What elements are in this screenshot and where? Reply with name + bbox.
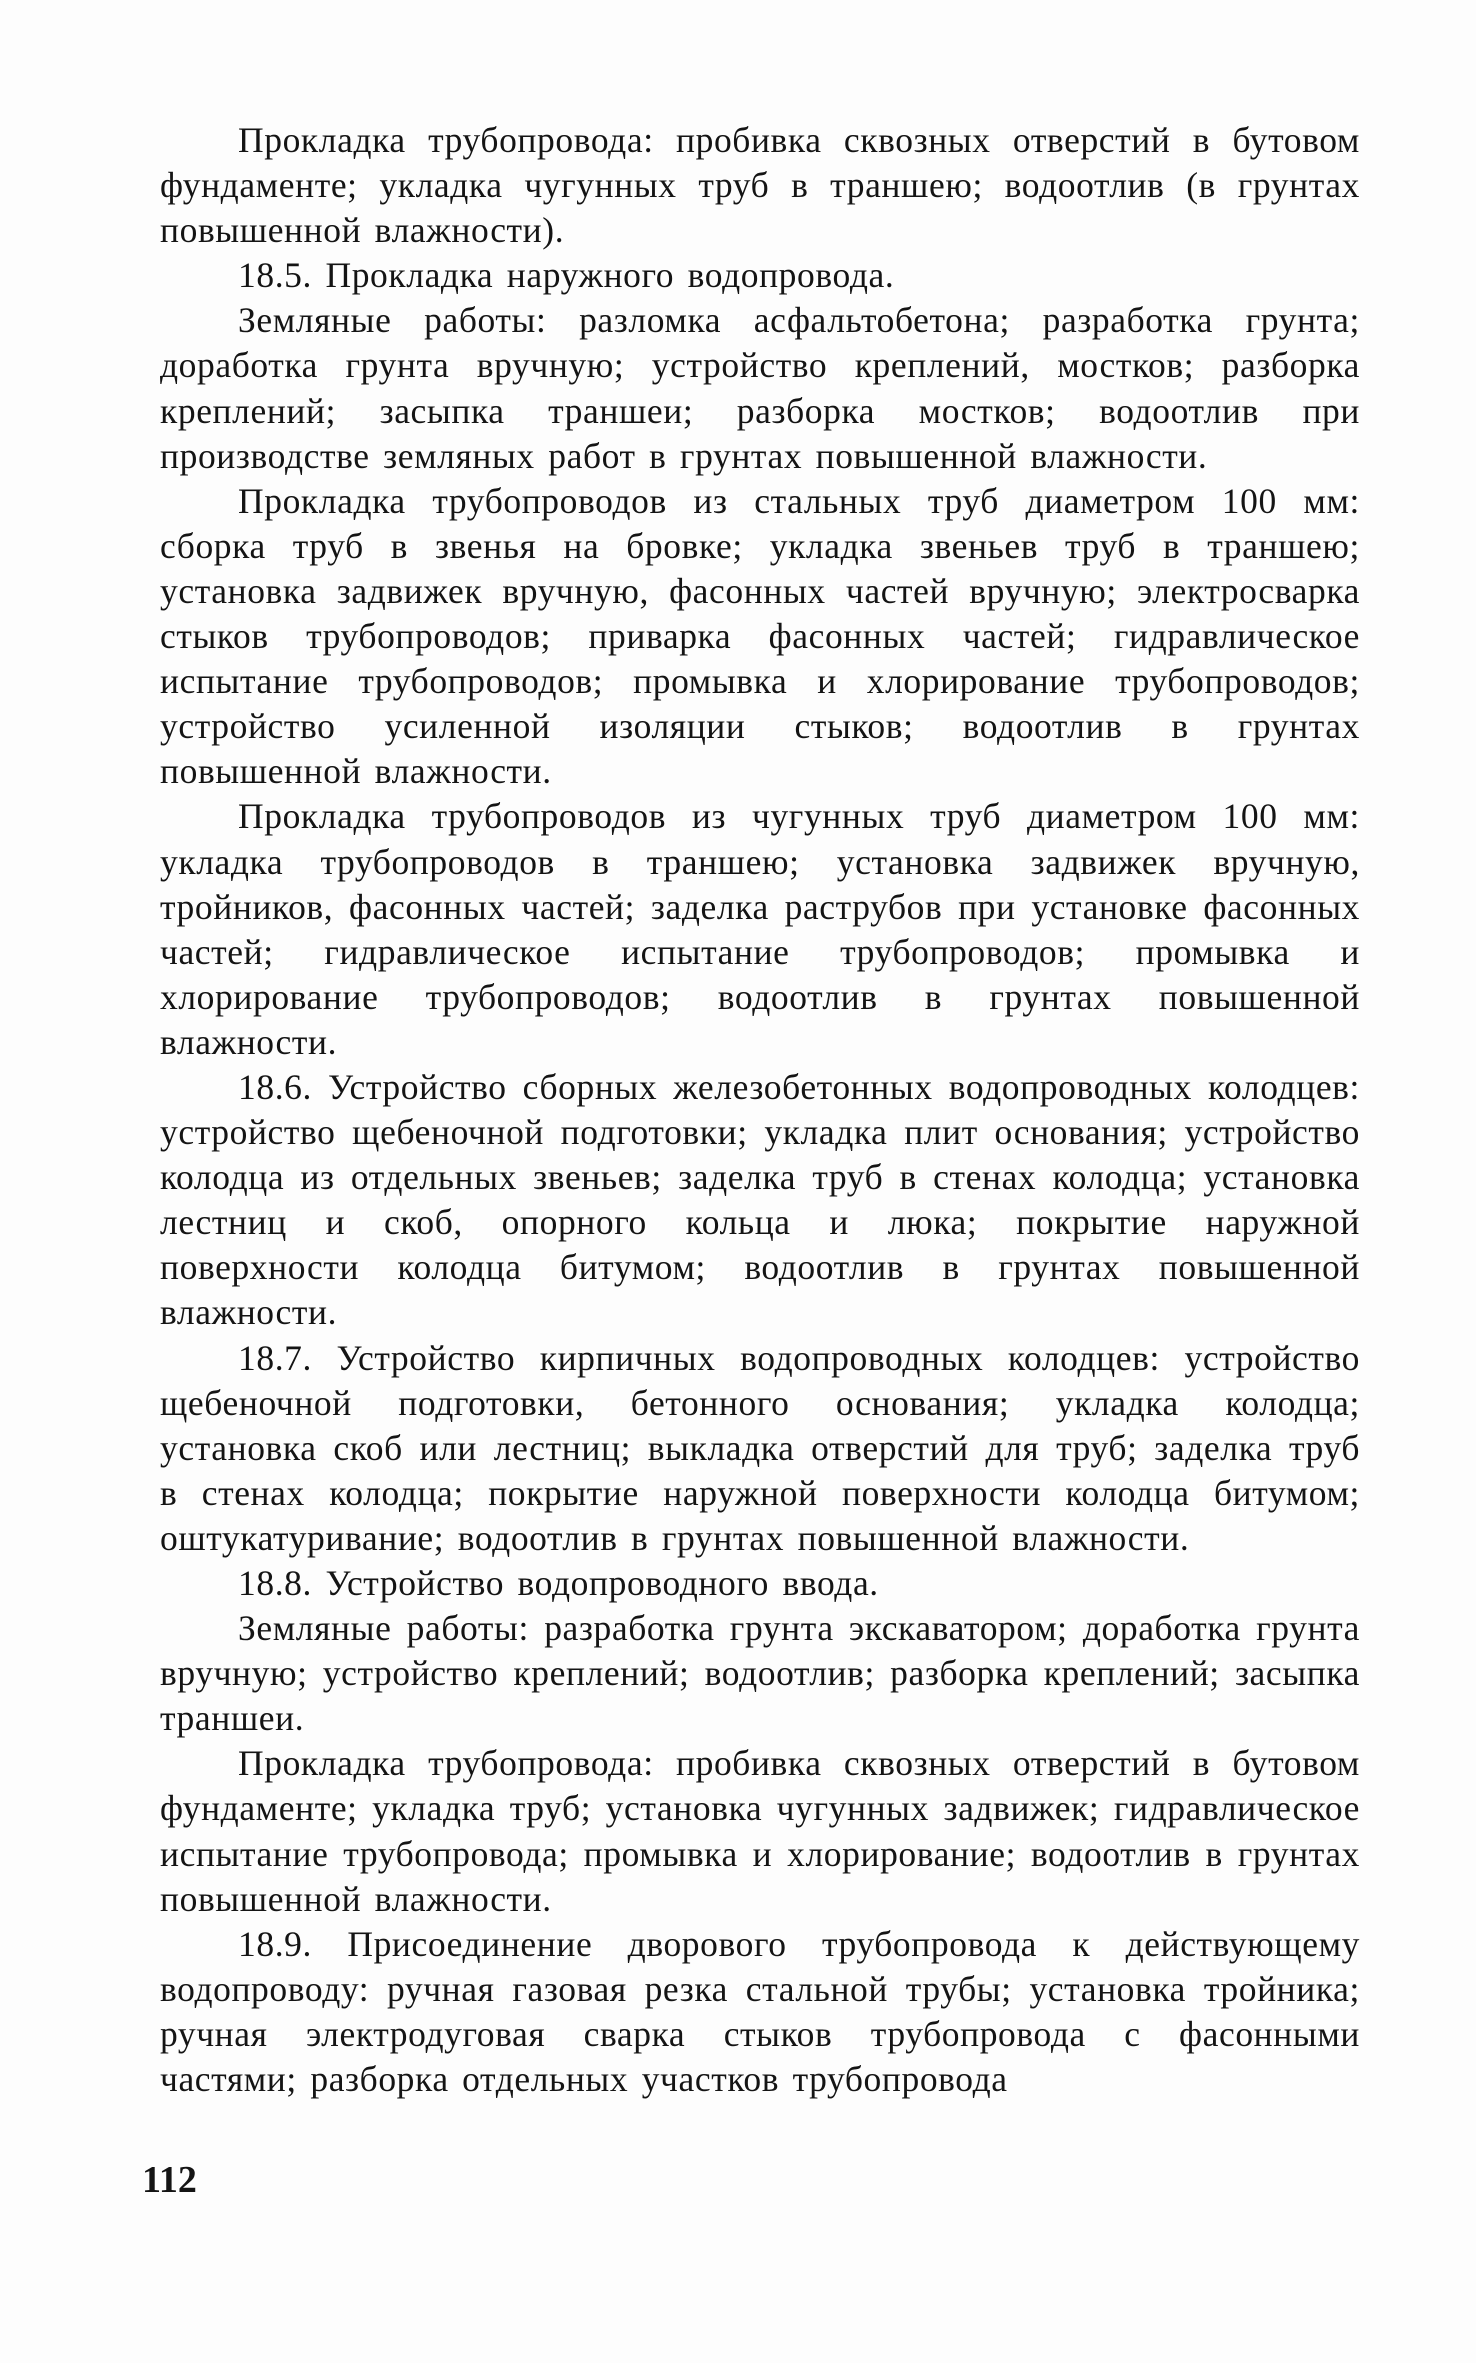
paragraph-18-7: 18.7. Устройство кирпичных водопроводных колодцев: устройство щебеночной подготовки, бетонного основания; укладка колодца; установка скоб или лестниц; выкладка отверстий для труб; заделка труб в стенах колодца; покрытие наружной поверхности колодца битумом; оштукатуривание; водоотлив в грунтах повышенной влажности. (160, 1337, 1360, 1558)
heading-18-5: 18.5. Прокладка наружного водопровода. (238, 255, 895, 296)
page-number: 112 (142, 2159, 197, 2201)
paragraph-cast-iron-pipes: Прокладка трубопроводов из чугунных труб диаметром 100 мм: укладка трубопроводов в траншею; установка задвижек вручную, тройников, фасонных частей; заделка раструбов при установке фасонных частей; гидравлическое испытание трубопроводов; промывка и хлорирование трубопроводов; водоотлив в грунтах повышенной влажности. (160, 796, 1360, 1062)
paragraph-18-6: 18.6. Устройство сборных железобетонных водопроводных колодцев: устройство щебеночной подготовки; укладка плит основания; устройство колодца из отдельных звеньев; заделка труб в стенах колодца; установка лестниц и скоб, опорного кольца и люка; покрытие наружной поверхности колодца битумом; водоотлив в грунтах повышенной влажности. (160, 1066, 1360, 1333)
heading-18-8: 18.8. Устройство водопроводного ввода. (238, 1563, 879, 1603)
paragraph-18-9: 18.9. Присоединение дворового трубопровода к действующему водопроводу: ручная газовая резка стальной трубы; установка тройника; ручная электродуговая сварка стыков трубопровода с фасонными частями; разборка отдельных участков трубопровода (160, 1923, 1360, 2100)
paragraph-steel-pipes: Прокладка трубопроводов из стальных труб диаметром 100 мм: сборка труб в звенья на бровке; укладка звеньев труб в траншею; установка задвижек вручную, фасонных частей вручную; электросварка стыков трубопроводов; приварка фасонных частей; гидравлическое испытание трубопроводов; промывка и хлорирование трубопроводов; устройство усиленной изоляции стыков; водоотлив в грунтах повышенной влажности. (160, 480, 1360, 792)
paragraph-earthworks-excavator: Земляные работы: разработка грунта экскаватором; доработка грунта вручную; устройство креплений; водоотлив; разборка креплений; засыпка траншеи. (160, 1608, 1360, 1739)
paragraph-earthworks: Земляные работы: разломка асфальтобетона; разработка грунта; доработка грунта вручную; устройство креплений, мостков; разборка креплений; засыпка траншеи; разборка мостков; водоотлив при производстве земляных работ в грунтах повышенной влажности. (160, 300, 1360, 476)
body-text (160, 118, 1360, 2102)
paragraph-pipeline-laying: Прокладка трубопровода: пробивка сквозных отверстий в бутовом фундаменте; укладка чугунных труб в траншею; водоотлив (в грунтах повышенной влажности). (160, 120, 1360, 251)
paragraph-pipeline-laying-input: Прокладка трубопровода: пробивка сквозных отверстий в бутовом фундаменте; укладка труб; установка чугунных задвижек; гидравлическое испытание трубопровода; промывка и хлорирование; водоотлив в грунтах повышенной влажности. (160, 1743, 1360, 1919)
